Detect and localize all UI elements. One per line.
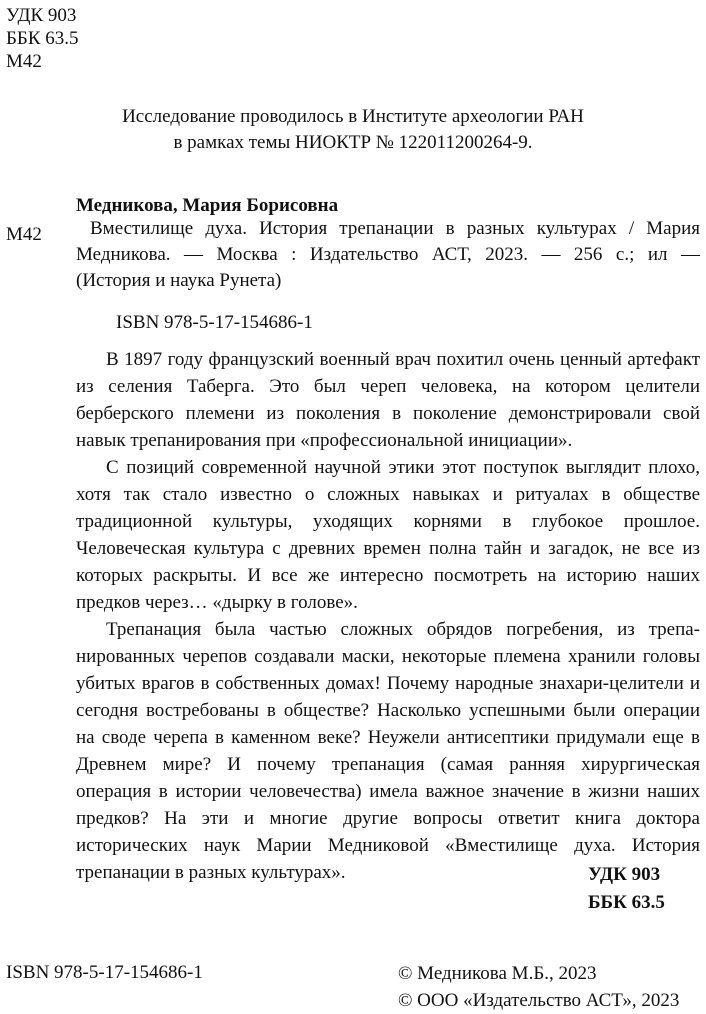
udk-code: УДК 903 — [6, 5, 77, 26]
author-sign-code: М42 — [6, 51, 42, 72]
author-heading: Медникова, Мария Борисовна — [76, 195, 339, 216]
author-sign: М42 — [6, 224, 42, 245]
biblio-line1: Вместилище духа. История трепанации в разных культурах / Мария — [90, 218, 700, 239]
bbk-code: ББК 63.5 — [588, 892, 665, 913]
copyright-author: © Медникова М.Б., 2023 — [398, 963, 597, 984]
classification-codes-top — [6, 4, 79, 73]
research-note-line2: в рамках темы НИОКТР № 122011200264-9. — [173, 132, 533, 153]
annotation-paragraph: В 1897 году французский военный врач похитил очень ценный артефакт из селения Таберга. Это был череп человека, на котором целители берберского племени из поколения в поколение демонстрировали свой навык трепанирования при «профессиональной инициации». — [76, 349, 700, 451]
annotation — [76, 346, 700, 886]
biblio-line3: (История и наука Рунета) — [76, 270, 282, 291]
copyright-publisher: © ООО «Издательство АСТ», 2023 — [398, 990, 680, 1011]
footer-isbn: ISBN 978-5-17-154686-1 — [6, 962, 203, 983]
research-note — [0, 104, 706, 156]
classification-codes-bottom — [588, 861, 665, 917]
copyright-block — [398, 960, 679, 1014]
annotation-paragraph: Трепанация была частью сложных обрядов погребения, из трепанированных черепов создавали маски, некоторые племена хранили головы убитых врагов в собственных домах! Почему народные знахари-целители и сегодня востребованы в обществе? Насколько успешными были операции на своде черепа в каменном веке? Неужели антисептики придумали еще в Древнем мире? И почему трепанация (самая ранняя хирургическая операция в истории человечества) имела важное значение в жизни наших предков? На эти и многие другие вопросы ответит книга доктора исторических наук Марии Медниковой «Вместилище духа. История трепанации в разных культурах». — [76, 619, 700, 883]
bibliographic-description — [76, 216, 700, 294]
research-note-line1: Исследование проводилось в Институте археологии РАН — [122, 106, 584, 127]
udk-code: УДК 903 — [588, 864, 661, 885]
bbk-code: ББК 63.5 — [6, 28, 79, 49]
biblio-line2: Медникова. — Москва : Издательство АСТ, 2023. — 256 с.; ил — — [76, 244, 700, 265]
annotation-paragraph: С позиций современной научной этики этот поступок выглядит плохо, хотя так стало известно о сложных навыках и ритуалах в обществе традиционной культуры, уходящих корнями в глубокое прошлое. Человеческая культура с древних времен полна тайн и загадок, не все из которых раскрыты. И все же интересно посмотреть на историю наших предков через… «дырку в голове». — [76, 457, 700, 613]
isbn: ISBN 978-5-17-154686-1 — [116, 312, 313, 333]
